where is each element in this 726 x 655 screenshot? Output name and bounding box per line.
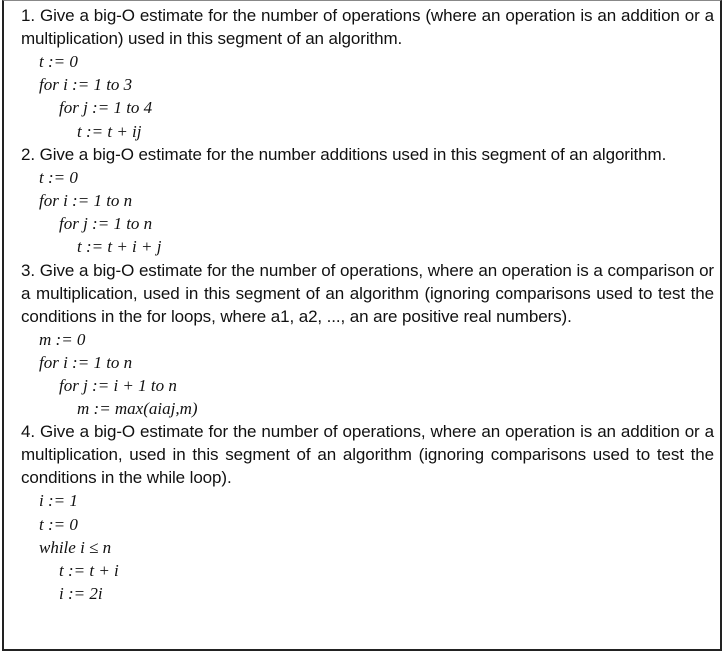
code-line: t := 0 — [39, 52, 78, 71]
code-line: while i ≤ n — [39, 537, 112, 557]
question-2-text: 2. Give a big-O estimate for the number additions used in this segment of an algorithm. — [21, 144, 667, 164]
question-3-code — [21, 328, 714, 421]
question-2-code — [21, 166, 714, 259]
code-line: m := max(aiaj,m) — [77, 399, 198, 419]
question-3-text — [21, 259, 714, 328]
code-line: for j := 1 to n — [59, 214, 153, 234]
code-line: for i := 1 to n — [39, 191, 133, 211]
code-line: t := 0 — [39, 167, 78, 187]
code-line: i := 2i — [59, 584, 103, 604]
document-frame — [2, 0, 722, 651]
code-line: for j := 1 to 4 — [59, 98, 153, 118]
code-line: t := t + i + j — [77, 237, 162, 257]
code-line: i := 1 — [39, 491, 78, 511]
code-line: t := t + i — [59, 561, 119, 581]
code-line: t := t + ij — [77, 121, 142, 141]
question-3-text-after: are positive real numbers). — [368, 306, 572, 326]
question-4-code — [21, 489, 714, 605]
question-3-text-before: 3. Give a big-O estimate for the number of operations, where an operation is a comparison or a multiplication, used in this segment of an algorithm (ignoring comparisons used to test the conditions in the for loops, where — [21, 260, 714, 326]
question-1-text: 1. Give a big-O estimate for the number of operations (where an operation is an addition or a multiplication) used in this segment of an algorithm. — [21, 6, 714, 48]
code-line: m := 0 — [39, 329, 86, 349]
code-line: for i := 1 to 3 — [39, 75, 133, 95]
question-1-code — [21, 50, 714, 143]
question-4-text: 4. Give a big-O estimate for the number of operations, where an operation is an addition or a multiplication, used in this segment of an algorithm (ignoring comparisons used to test the conditions in the while loop). — [21, 422, 714, 488]
code-line: for j := i + 1 to n — [59, 376, 177, 396]
code-line: for i := 1 to n — [39, 352, 133, 372]
sequence-notation: a1, a2, ..., an — [270, 306, 369, 326]
code-line: t := 0 — [39, 514, 78, 534]
